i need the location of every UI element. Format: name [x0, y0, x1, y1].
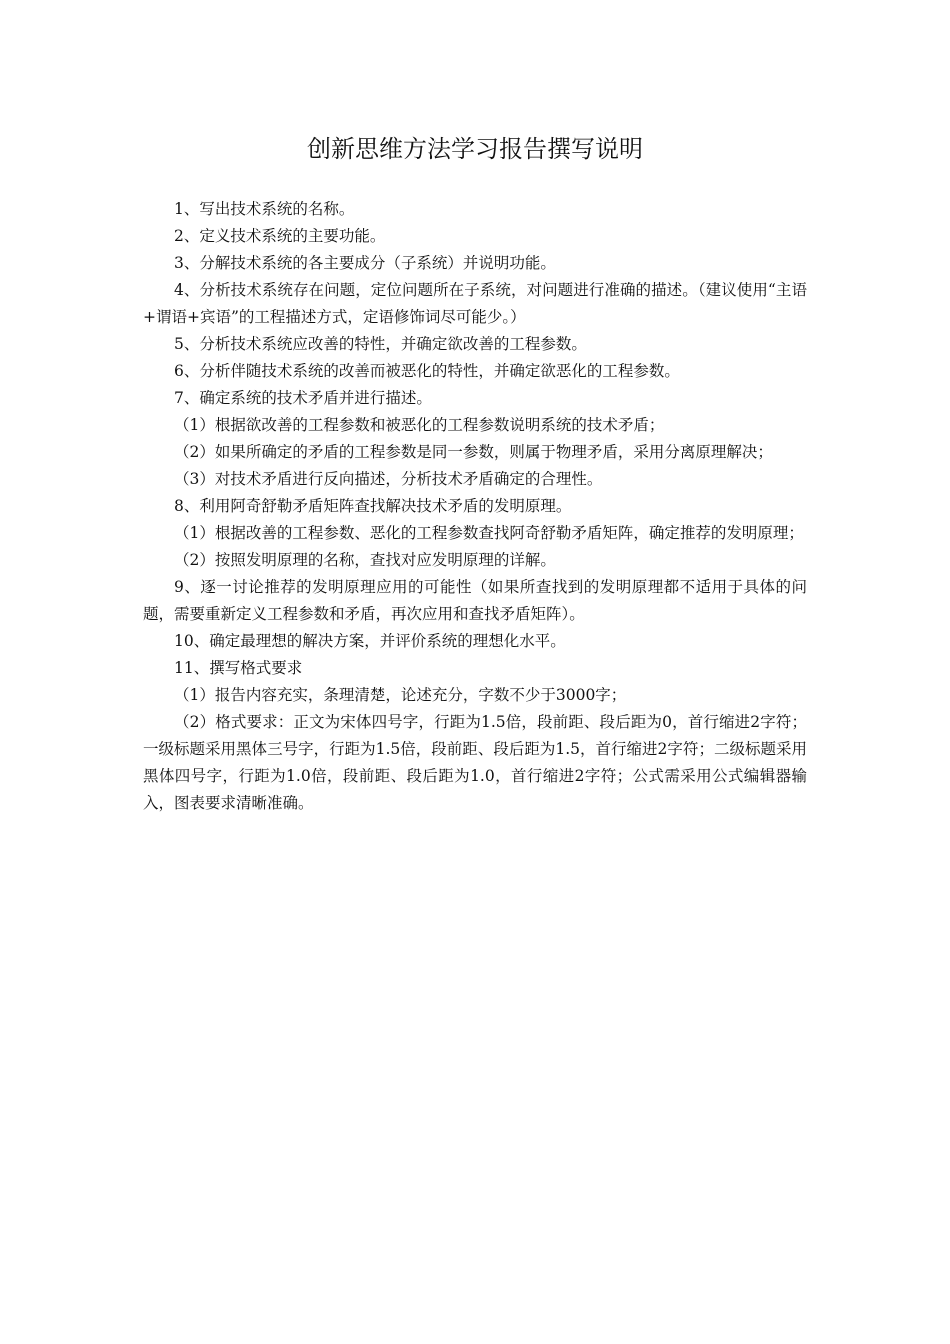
document-title: 创新思维方法学习报告撰写说明	[307, 135, 643, 163]
paragraph-2: 2、定义技术系统的主要功能。	[174, 227, 386, 245]
paragraph-9: 9、逐一讨论推荐的发明原理应用的可能性（如果所查找到的发明原理都不适用于具体的问题，需要重新定义工程参数和矛盾，再次应用和查找矛盾矩阵）。	[143, 578, 807, 623]
paragraph-10: 10、确定最理想的解决方案，并评价系统的理想化水平。	[174, 632, 566, 650]
paragraph-8: 8、利用阿奇舒勒矛盾矩阵查找解决技术矛盾的发明原理。	[174, 497, 572, 515]
paragraph-7-3: （3）对技术矛盾进行反向描述，分析技术矛盾确定的合理性。	[174, 470, 603, 488]
paragraph-6: 6、分析伴随技术系统的改善而被恶化的特性，并确定欲恶化的工程参数。	[174, 362, 680, 380]
paragraph-7-1: （1）根据欲改善的工程参数和被恶化的工程参数说明系统的技术矛盾；	[174, 416, 665, 434]
paragraph-1: 1、写出技术系统的名称。	[174, 200, 355, 218]
paragraph-11-2: （2）格式要求：正文为宋体四号字，行距为1.5倍，段前距、段后距为0，首行缩进2字符；一级标题采用黑体三号字，行距为1.5倍，段前距、段后距为1.5，首行缩进2字符；二级标题采用黑体四号字，行距为1.0倍，段前距、段后距为1.0，首行缩进2字符；公式需采用公式编辑器输入，图表要求清晰准确。	[143, 713, 807, 812]
paragraph-11-1: （1）报告内容充实，条理清楚，论述充分，字数不少于3000字；	[174, 686, 627, 704]
document-body	[143, 196, 807, 817]
paragraph-7: 7、确定系统的技术矛盾并进行描述。	[174, 389, 432, 407]
paragraph-11: 11、撰写格式要求	[174, 659, 303, 677]
paragraph-4: 4、分析技术系统存在问题，定位问题所在子系统，对问题进行准确的描述。（建议使用“主语+谓语+宾语”的工程描述方式，定语修饰词尽可能少。）	[143, 281, 807, 326]
paragraph-5: 5、分析技术系统应改善的特性，并确定欲改善的工程参数。	[174, 335, 587, 353]
paragraph-8-2: （2）按照发明原理的名称，查找对应发明原理的详解。	[174, 551, 556, 569]
paragraph-7-2: （2）如果所确定的矛盾的工程参数是同一参数，则属于物理矛盾，采用分离原理解决；	[174, 443, 773, 461]
paragraph-8-1: （1）根据改善的工程参数、恶化的工程参数查找阿奇舒勒矛盾矩阵，确定推荐的发明原理；	[174, 524, 804, 542]
paragraph-3: 3、分解技术系统的各主要成分（子系统）并说明功能。	[174, 254, 556, 272]
